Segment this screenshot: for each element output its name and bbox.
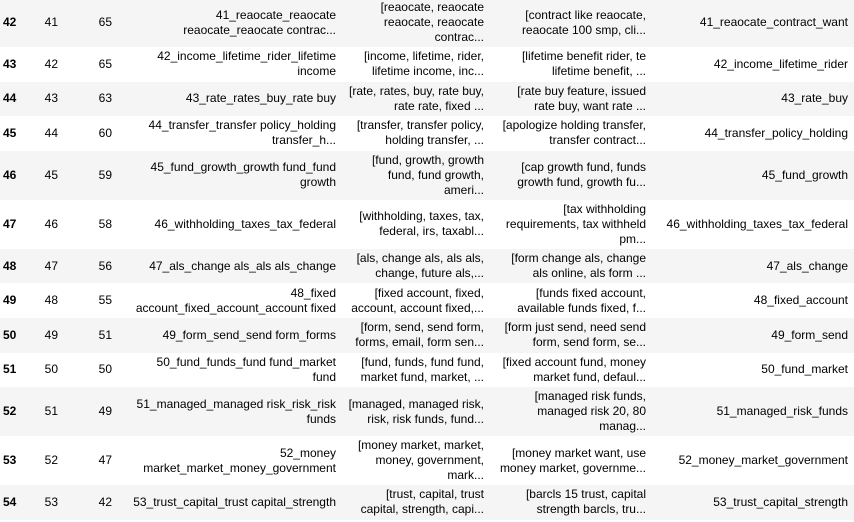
row-index: 50 [3,327,17,342]
row-index: 45 [3,125,17,140]
name-cell: 46_withholding_taxes_tax_federal [154,216,336,231]
count-cell: 55 [98,293,112,308]
name-cell: 51_managed_managed risk_risk_risk funds [136,396,336,426]
topic-cell: 49 [44,327,58,342]
representation-cell: [rate, rates, buy, rate buy, rate rate, fixed ... [349,83,484,113]
name-cell: 41_reaocate_reaocate reaocate_reaocate contrac... [183,7,336,37]
count-cell: 65 [98,15,112,29]
row-index: 49 [3,293,17,308]
name-cell: 50_fund_funds_fund fund_market fund [156,354,336,384]
table-row [0,387,854,436]
representation-cell: [transfer, transfer policy, holding transfer, ... [356,118,484,148]
label-cell: 51_managed_risk_funds [716,404,848,419]
label-cell: 50_fund_market [761,362,848,377]
count-cell: 56 [98,258,112,273]
row-index: 52 [3,404,17,419]
name-cell: 42_income_lifetime_rider_lifetime income [157,49,336,79]
row-index: 46 [3,167,17,182]
table-row [0,0,854,47]
table-row [0,318,854,353]
representative-docs-cell: [cap growth fund, funds growth fund, growth fu... [517,160,646,190]
row-index: 43 [3,56,17,71]
row-index: 51 [3,362,17,377]
label-cell: 49_form_send [771,327,848,342]
table-row [0,47,854,82]
count-cell: 51 [98,327,112,342]
representation-cell: [fixed account, fixed, account, account fixed,... [351,285,484,315]
label-cell: 43_rate_buy [781,91,848,106]
representative-docs-cell: [tax withholding requirements, tax withheld pm... [505,201,646,246]
representation-cell: [form, send, send form, forms, email, form sen... [355,320,484,350]
representation-cell: [income, lifetime, rider, lifetime income, inc... [363,49,484,79]
representative-docs-cell: [lifetime benefit rider, te lifetime benefit, ... [521,49,646,79]
representation-cell: [fund, growth, growth fund, fund growth, ameri... [371,152,484,197]
representative-docs-cell: [money market want, use money market, governme... [499,445,646,475]
label-cell: 45_fund_growth [761,167,848,182]
name-cell: 52_money market_market_money_government [143,445,336,475]
topic-cell: 46 [44,216,58,231]
count-cell: 65 [98,56,112,71]
topic-cell: 47 [44,258,58,273]
representative-docs-cell: [managed risk funds, managed risk 20, 80 manag... [534,389,646,434]
row-index: 47 [3,216,17,231]
table-row [0,485,854,520]
row-index: 44 [3,91,17,106]
label-cell: 47_als_change [766,258,848,273]
label-cell: 42_income_lifetime_rider [713,56,848,71]
representation-cell: [als, change als, als als, change, future als,... [356,251,484,281]
name-cell: 44_transfer_transfer policy_holding transfer_h... [148,118,336,148]
name-cell: 53_trust_capital_trust capital_strength [133,494,336,509]
topic-cell: 52 [44,453,58,468]
representation-cell: [trust, capital, trust capital, strength, capi... [360,487,484,517]
label-cell: 41_reaocate_contract_want [699,15,848,29]
representative-docs-cell: [form just send, need send form, send form, se... [504,320,646,350]
table-row [0,353,854,388]
representative-docs-cell: [form change als, change als online, als form ... [511,251,646,281]
count-cell: 58 [98,216,112,231]
representative-docs-cell: [apologize holding transfer, transfer contract... [502,118,646,148]
count-cell: 59 [98,167,112,182]
table-row [0,283,854,318]
table-row [0,436,854,485]
name-cell: 47_als_change als_als als_change [149,258,336,273]
topic-cell: 43 [44,91,58,106]
name-cell: 49_form_send_send form_forms [162,327,336,342]
representation-cell: [reaocate, reaocate reaocate, reaocate contrac... [380,0,484,44]
name-cell: 43_rate_rates_buy_rate buy [185,91,336,106]
count-cell: 60 [98,125,112,140]
count-cell: 42 [98,494,112,509]
topic-cell: 48 [44,293,58,308]
table-row [0,116,854,151]
table-row [0,200,854,249]
topic-cell: 53 [44,494,58,509]
representative-docs-cell: [rate buy feature, issued rate buy, want rate ... [517,83,646,113]
label-cell: 48_fixed_account [753,293,848,308]
representative-docs-cell: [funds fixed account, available funds fixed, f... [517,285,646,315]
topic-cell: 50 [44,362,58,377]
representation-cell: [fund, funds, fund fund, market fund, market, ... [360,354,484,384]
label-cell: 52_money_market_government [678,453,848,468]
representation-cell: [managed, managed risk, risk, risk funds, fund... [348,396,484,426]
representation-cell: [withholding, taxes, tax, federal, irs, taxabl... [359,209,484,239]
row-index: 42 [3,15,17,29]
count-cell: 47 [98,453,112,468]
row-index: 53 [3,453,17,468]
table-row [0,151,854,200]
representation-cell: [money market, market, money, government, mark... [357,438,484,483]
topic-cell: 45 [44,167,58,182]
table-row [0,82,854,117]
row-index: 48 [3,258,17,273]
name-cell: 45_fund_growth_growth fund_fund growth [150,160,336,190]
topic-cell: 51 [44,404,58,419]
count-cell: 63 [98,91,112,106]
label-cell: 44_transfer_policy_holding [704,125,848,140]
representative-docs-cell: [fixed account fund, money market fund, defaul... [502,354,646,384]
representative-docs-cell: [contract like reaocate, reaocate 100 smp, cli... [521,7,646,37]
label-cell: 53_trust_capital_strength [713,494,848,509]
count-cell: 50 [98,362,112,377]
topic-cell: 44 [44,125,58,140]
row-index: 54 [3,494,17,509]
name-cell: 48_fixed account_fixed_account_account fixed [135,285,336,315]
count-cell: 49 [98,404,112,419]
topic-cell: 42 [44,56,58,71]
representative-docs-cell: [barcls 15 trust, capital strength barcls, tru... [525,487,646,517]
table-row [0,249,854,284]
label-cell: 46_withholding_taxes_tax_federal [666,216,848,231]
topic-cell: 41 [44,15,58,29]
